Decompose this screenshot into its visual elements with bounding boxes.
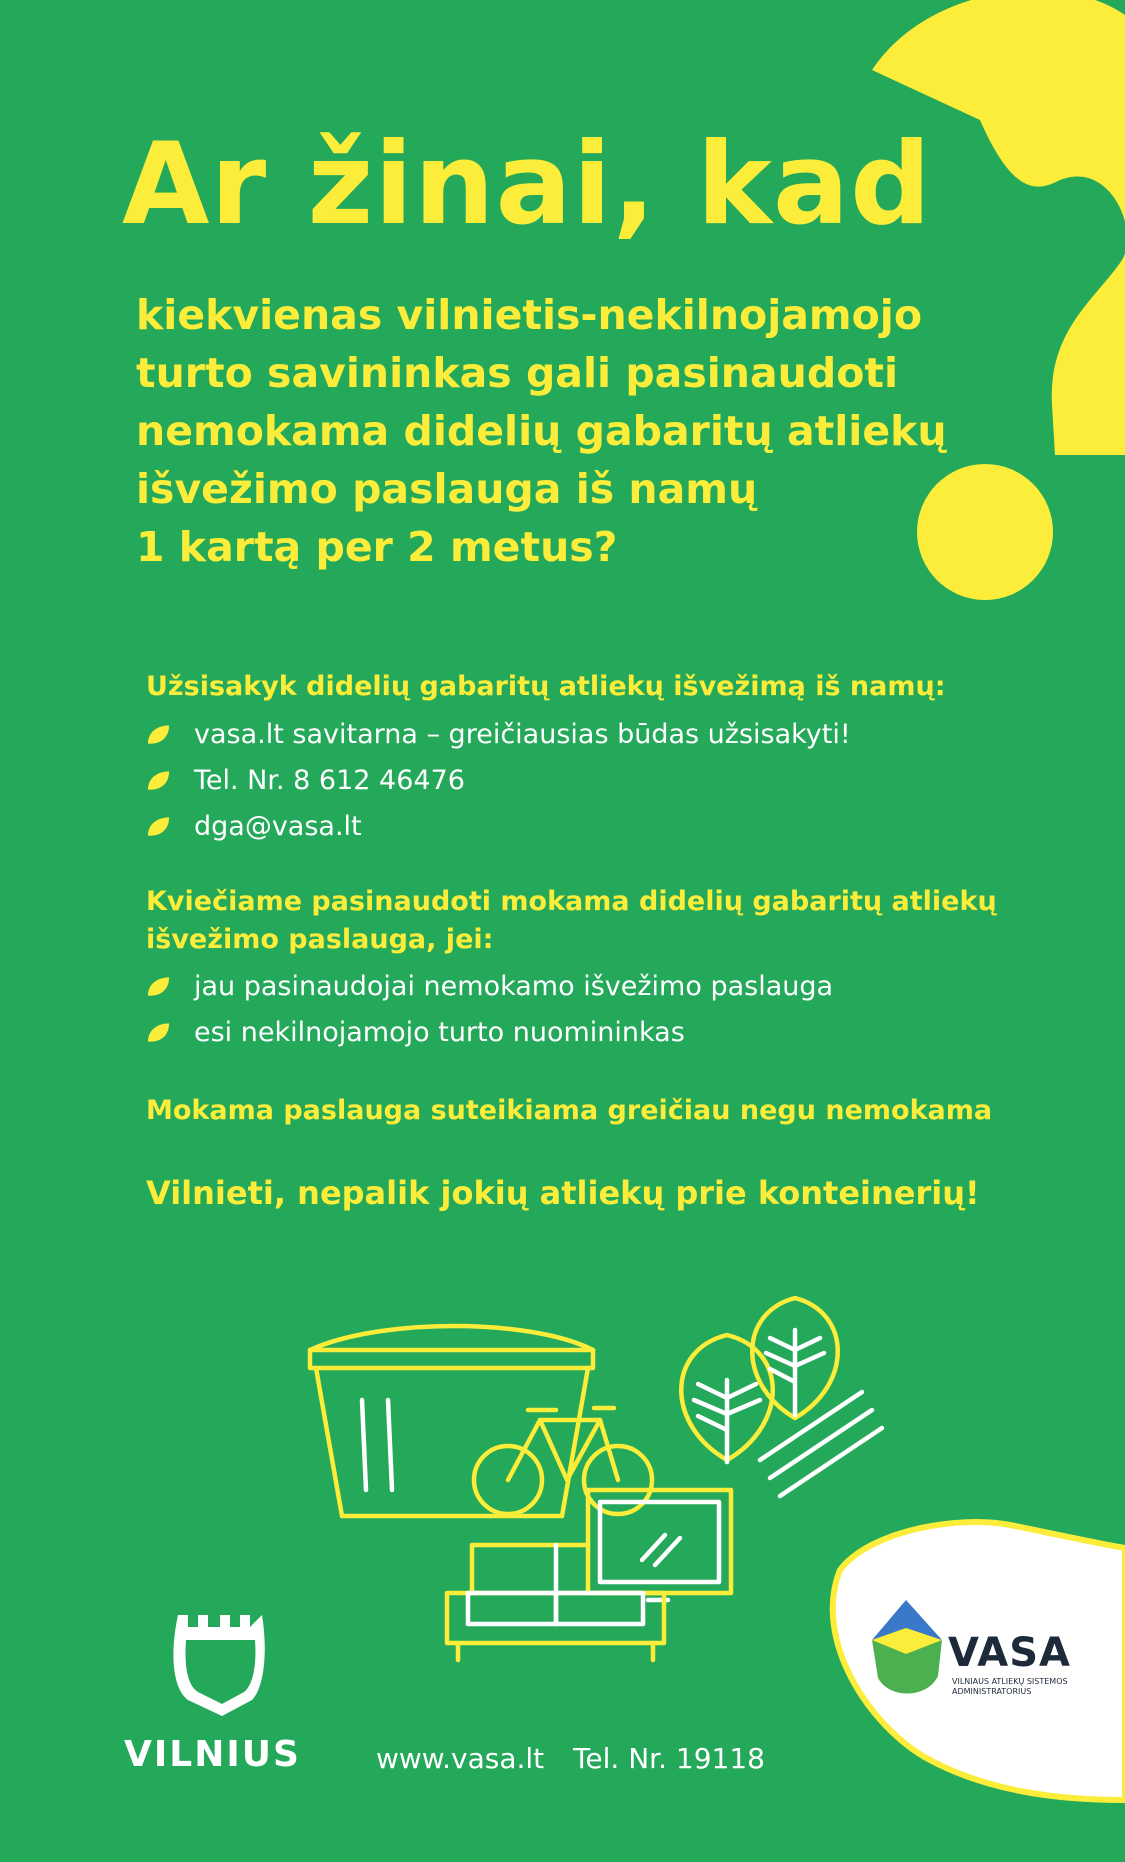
leaf-bullet-icon [146, 770, 171, 792]
list-item-text: Tel. Nr. 8 612 46476 [194, 765, 465, 796]
leaf-bullet-icon [146, 976, 171, 998]
vasa-logo-tagline: VILNIAUS ATLIEKŲ SISTEMOS ADMINISTRATORIUS [952, 1677, 1068, 1696]
list-item-text: vasa.lt savitarna – greičiausias būdas užsisakyti! [194, 719, 851, 750]
vasa-logo-name: VASA [948, 1630, 1071, 1676]
list-item [146, 712, 851, 758]
list-item-text: jau pasinaudojai nemokamo išvežimo paslauga [194, 971, 834, 1002]
leaf-bullet-icon [146, 1022, 171, 1044]
vilnius-castle-logo [173, 1615, 264, 1716]
intro-line: turto savininkas gali pasinaudoti [136, 349, 899, 397]
paid-title-line: Kviečiame pasinaudoti mokama didelių gabaritų atliekų [146, 886, 997, 917]
website-link[interactable]: www.vasa.lt [376, 1742, 545, 1775]
footer-phone: Tel. Nr. 19118 [573, 1742, 765, 1775]
paid-service-note: Mokama paslauga suteikiama greičiau negu nemokama [146, 1095, 993, 1126]
slogan: Vilnieti, nepalik jokių atliekų prie konteinerių! [146, 1174, 980, 1212]
list-item [146, 758, 851, 804]
list-item-text: dga@vasa.lt [194, 811, 362, 842]
intro-text [136, 286, 956, 576]
paid-title-line: išvežimo paslauga, jei: [146, 924, 494, 955]
list-item [146, 964, 833, 1010]
intro-line: išvežimo paslauga iš namų [136, 465, 758, 513]
intro-line: nemokama didelių gabaritų atliekų [136, 407, 947, 455]
order-section-title: Užsisakyk didelių gabaritų atliekų išvežimą iš namų: [146, 671, 946, 702]
order-options-list [146, 712, 851, 850]
intro-line: 1 kartą per 2 metus? [136, 523, 618, 571]
vilnius-logo-text: VILNIUS [124, 1734, 301, 1775]
list-item-text: esi nekilnojamojo turto nuomininkas [194, 1017, 685, 1048]
paid-section-title [146, 883, 997, 959]
footer-contacts [376, 1742, 765, 1775]
bulky-waste-illustration [310, 1298, 882, 1660]
list-item [146, 1010, 833, 1056]
leaf-bullet-icon [146, 724, 171, 746]
leaf-bullet-icon [146, 816, 171, 838]
headline: Ar žinai, kad [122, 118, 933, 250]
intro-line: kiekvienas vilnietis-nekilnojamojo [136, 291, 923, 339]
list-item [146, 804, 851, 850]
paid-conditions-list [146, 964, 833, 1056]
